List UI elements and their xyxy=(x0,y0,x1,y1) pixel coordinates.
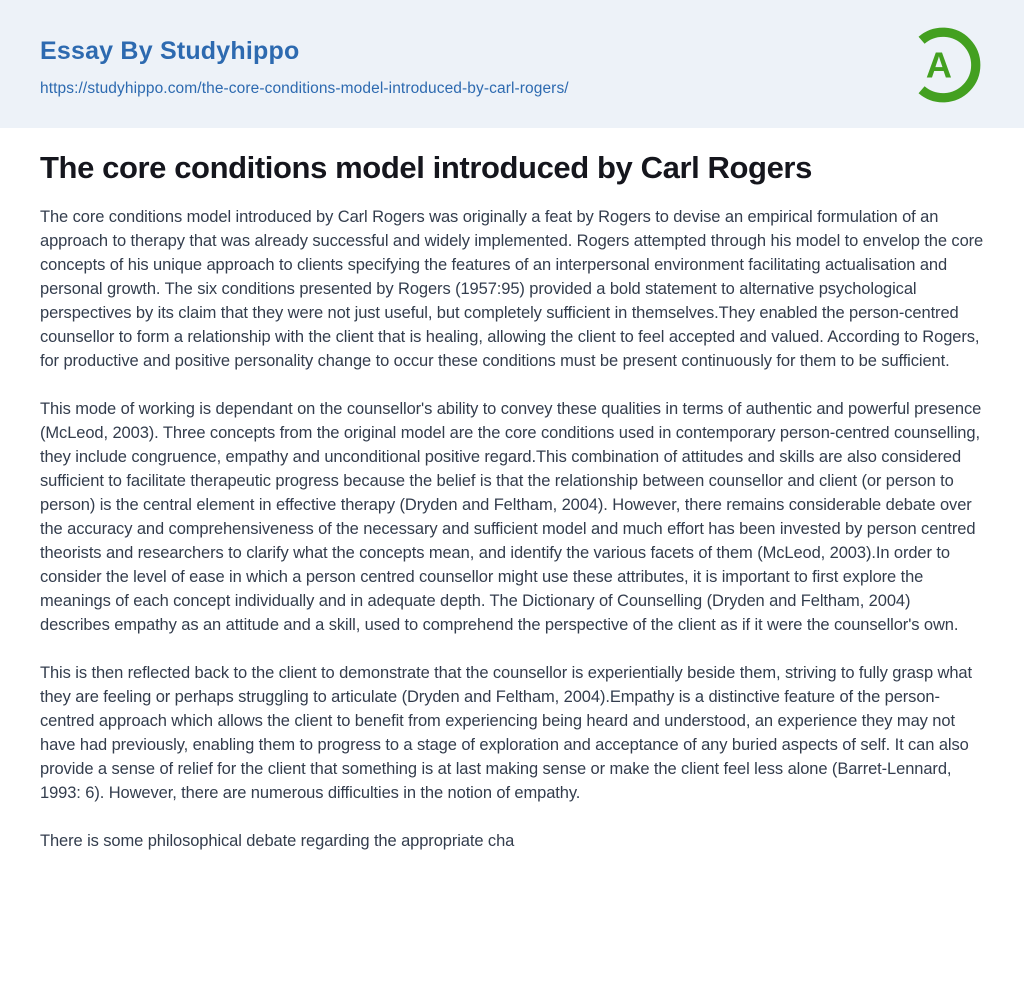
article-paragraph-4: There is some philosophical debate regarding the appropriate cha xyxy=(40,832,515,850)
article-title: The core conditions model introduced by Carl Rogers xyxy=(40,150,812,185)
page-header xyxy=(0,0,1024,128)
source-url-link[interactable]: https://studyhippo.com/the-core-conditions-model-introduced-by-carl-rogers/ xyxy=(40,79,569,97)
logo-arc-icon xyxy=(902,23,986,107)
article-paragraph-2: This mode of working is dependant on the counsellor's ability to convey these qualities in terms of authentic and powerful presence (McLeod, 2003). Three concepts from the original model are the core conditions used in contemporary person-centred counselling, they include congruence, empathy and unconditional positive regard.This combination of attitudes and skills are also considered sufficient to facilitate therapeutic progress because the belief is that the relationship between counsellor and client (or person to person) is the central element in effective therapy (Dryden and Feltham, 2004). However, there remains considerable debate over the accuracy and comprehensiveness of the necessary and sufficient model and much effort has been invested by person centred theorists and researchers to clarify what the concepts mean, and identify the various facets of them (McLeod, 2003).In order to consider the level of ease in which a person centred counsellor might use these attributes, it is important to first explore the meanings of each concept individually and in adequate depth. The Dictionary of Counselling (Dryden and Feltham, 2004) describes empathy as an attitude and a skill, used to comprehend the perspective of the client as if it were the counsellor's own. xyxy=(40,400,982,634)
logo-letter: A xyxy=(925,44,952,86)
article-paragraph-1: The core conditions model introduced by Carl Rogers was originally a feat by Rogers to devise an empirical formulation of an approach to therapy that was already successful and widely implemented. Rogers attempted through his model to envelop the core concepts of his unique approach to clients specifying the features of an interpersonal environment facilitating actualisation and personal growth. The six conditions presented by Rogers (1957:95) provided a bold statement to alternative psychological perspectives by its claim that they were not just useful, but completely sufficient in themselves.They enabled the person-centred counsellor to form a relationship with the client that is healing, allowing the client to feel accepted and valued. According to Rogers, for productive and positive personality change to occur these conditions must be present continuously for them to be sufficient. xyxy=(40,208,984,370)
site-title: Essay By Studyhippo xyxy=(40,36,300,65)
article-body xyxy=(40,205,984,853)
header-text-block xyxy=(40,37,569,98)
article-paragraph-3: This is then reflected back to the client to demonstrate that the counsellor is experientially beside them, striving to fully grasp what they are feeling or perhaps struggling to articulate (Dryden and Feltham, 2004).Empathy is a distinctive feature of the person-centred approach which allows the client to benefit from experiencing being heard and understood, an experience they may not have had previously, enabling them to progress to a stage of exploration and acceptance of any buried aspects of self. It can also provide a sense of relief for the client that something is at last making sense or make the client feel less alone (Barret-Lennard, 1993: 6). However, there are numerous difficulties in the notion of empathy. xyxy=(40,664,972,802)
article-content xyxy=(0,150,1024,853)
studyhippo-logo xyxy=(902,23,986,107)
